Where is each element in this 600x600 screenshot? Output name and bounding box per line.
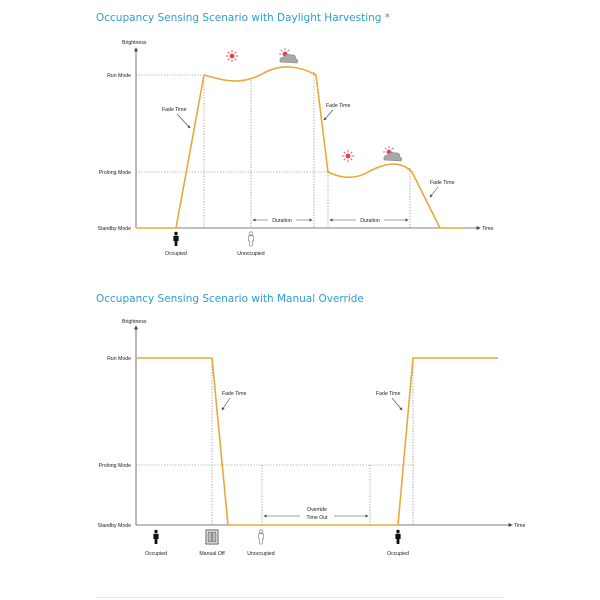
sun-icon — [342, 150, 354, 162]
d2-event-unoccupied: Unoccupied — [247, 551, 275, 557]
d1-brightness-curve — [136, 67, 466, 228]
d1-fade-pointer-2 — [324, 110, 333, 120]
person-occupied-icon — [173, 232, 178, 246]
diagram2-title: Occupancy Sensing Scenario with Manual Override — [96, 293, 364, 305]
d2-fade-pointer-1 — [222, 398, 230, 410]
cloudy-sun-icon — [279, 48, 298, 63]
d1-level-run: Run Mode — [107, 73, 131, 79]
d2-level-prolong: Prolong Mode — [98, 463, 131, 469]
diagram2 — [98, 319, 526, 557]
sun-icon — [226, 50, 238, 62]
d2-y-axis-label: Brightness — [122, 319, 147, 325]
d1-level-prolong: Prolong Mode — [98, 170, 131, 176]
manual-switch-icon — [206, 530, 218, 544]
diagram1-title: Occupancy Sensing Scenario with Daylight Harvesting * — [96, 12, 391, 24]
d2-override-label-1: Override — [307, 507, 327, 513]
cloudy-sun-icon — [383, 146, 402, 161]
d1-duration-2: Duration — [360, 218, 380, 224]
d1-fade-pointer-3 — [430, 187, 438, 197]
d1-x-axis-label: Time — [482, 226, 494, 232]
d2-event-occupied-1: Occupied — [145, 551, 167, 557]
d1-fade-pointer-1 — [177, 114, 190, 128]
d2-brightness-curve — [136, 358, 498, 525]
footer-divider — [96, 597, 504, 598]
diagram1 — [98, 40, 494, 257]
d1-duration-1: Duration — [272, 218, 292, 224]
person-occupied-icon — [153, 530, 158, 544]
d1-event-unoccupied: Unoccupied — [237, 251, 265, 257]
person-occupied-icon — [395, 530, 400, 544]
d2-level-standby: Standby Mode — [97, 523, 131, 529]
d2-fade-time-1: Fade Time — [222, 391, 247, 397]
d2-event-manual-off: Manual Off — [199, 551, 225, 557]
d1-y-axis-label: Brightness — [122, 40, 147, 46]
d2-fade-time-2: Fade Time — [376, 391, 401, 397]
d2-level-run: Run Mode — [107, 356, 131, 362]
d1-event-occupied: Occupied — [165, 251, 187, 257]
d2-fade-pointer-2 — [392, 398, 402, 410]
d1-fade-time-3: Fade Time — [430, 180, 455, 186]
d1-fade-time-1: Fade Time — [162, 107, 187, 113]
d2-override-label-2: Time Out — [306, 515, 328, 521]
d1-level-standby: Standby Mode — [97, 226, 131, 232]
d2-event-occupied-2: Occupied — [387, 551, 409, 557]
d2-x-axis-label: Time — [514, 523, 526, 529]
d1-fade-time-2: Fade Time — [326, 103, 351, 109]
person-unoccupied-icon — [248, 232, 253, 246]
person-unoccupied-icon — [258, 530, 263, 544]
